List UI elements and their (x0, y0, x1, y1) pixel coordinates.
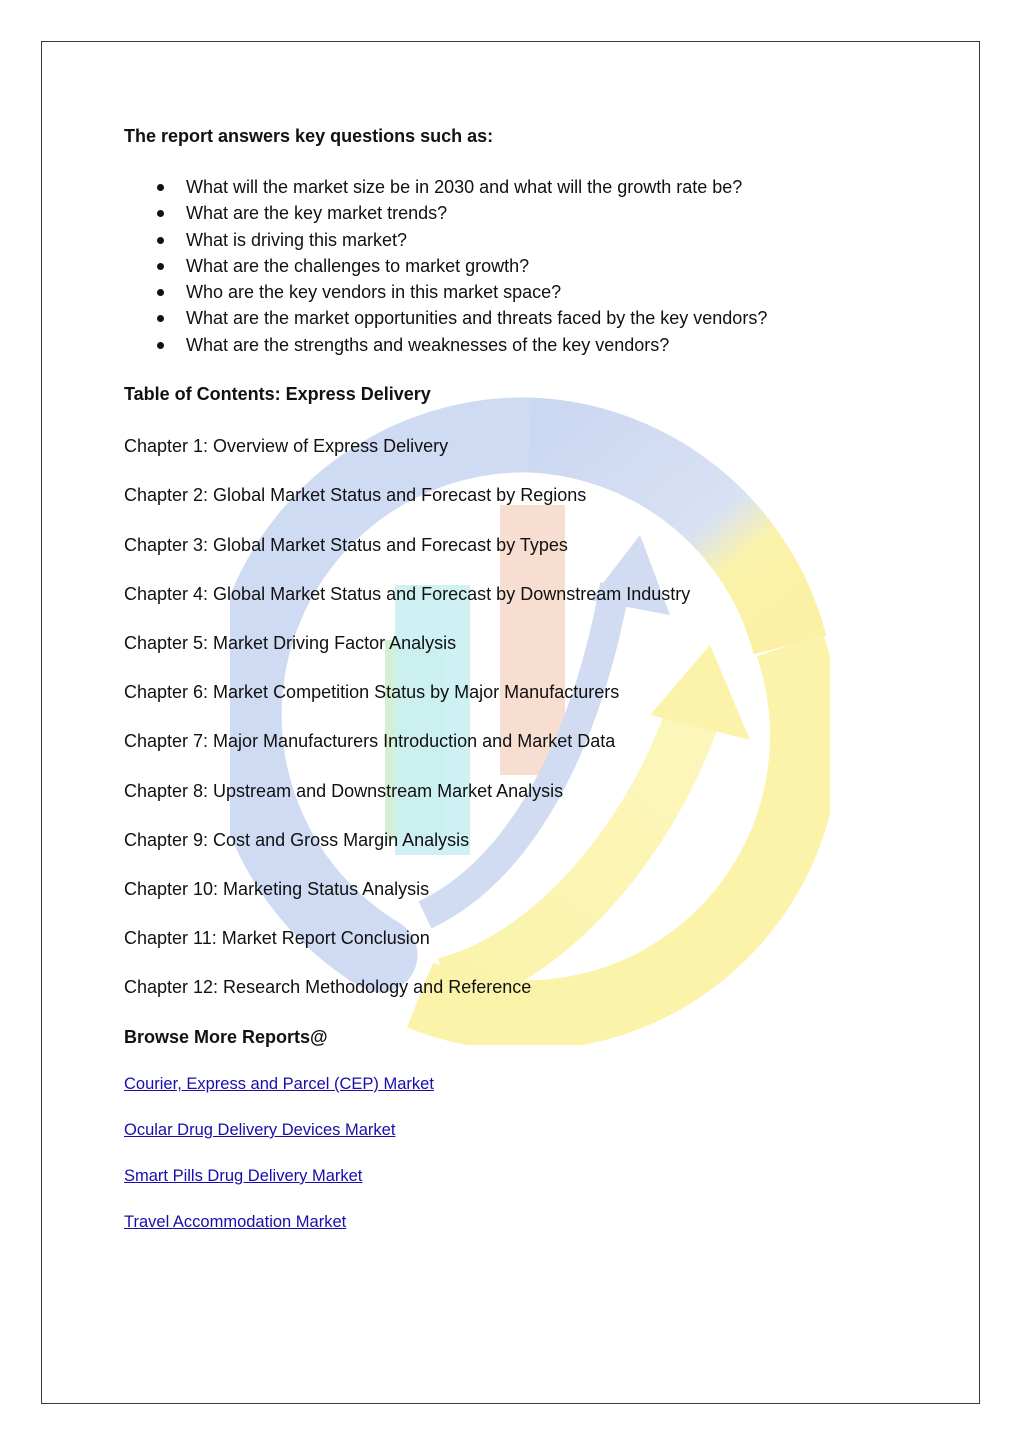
list-item: What are the challenges to market growth? (124, 253, 767, 279)
bullet-dot-icon (157, 315, 164, 322)
list-item: What will the market size be in 2030 and what will the growth rate be? (124, 174, 767, 200)
report-link-smart-pills[interactable]: Smart Pills Drug Delivery Market (124, 1167, 363, 1185)
toc-chapter-1: Chapter 1: Overview of Express Delivery (124, 436, 449, 456)
list-item: What are the strengths and weaknesses of the key vendors? (124, 332, 767, 358)
watermark-top-arc (530, 435, 790, 645)
toc-chapter-5: Chapter 5: Market Driving Factor Analysis (124, 633, 457, 653)
report-link-travel-accommodation[interactable]: Travel Accommodation Market (124, 1213, 347, 1231)
toc-chapter-12: Chapter 12: Research Methodology and Reference (124, 977, 532, 997)
report-link-ocular-drug-delivery[interactable]: Ocular Drug Delivery Devices Market (124, 1121, 396, 1139)
bullet-dot-icon (157, 289, 164, 296)
toc-chapter-4: Chapter 4: Global Market Status and Forecast by Downstream Industry (124, 584, 691, 604)
toc-chapter-2: Chapter 2: Global Market Status and Forecast by Regions (124, 485, 587, 505)
toc-chapter-7: Chapter 7: Major Manufacturers Introduction and Market Data (124, 731, 616, 751)
bullet-dot-icon (157, 210, 164, 217)
questions-heading: The report answers key questions such as: (124, 126, 494, 146)
toc-chapter-6: Chapter 6: Market Competition Status by Major Manufacturers (124, 682, 620, 702)
toc-chapter-10: Chapter 10: Marketing Status Analysis (124, 879, 430, 899)
report-link-cep-market[interactable]: Courier, Express and Parcel (CEP) Market (124, 1075, 434, 1093)
list-item: Who are the key vendors in this market space? (124, 279, 767, 305)
bullet-dot-icon (157, 237, 164, 244)
toc-chapter-3: Chapter 3: Global Market Status and Forecast by Types (124, 535, 568, 555)
toc-chapter-11: Chapter 11: Market Report Conclusion (124, 928, 430, 948)
list-item: What are the key market trends? (124, 200, 767, 226)
watermark-cyan-bar (395, 585, 470, 855)
list-item: What are the market opportunities and threats faced by the key vendors? (124, 305, 767, 331)
list-item: What is driving this market? (124, 227, 767, 253)
bullet-dot-icon (157, 342, 164, 349)
bullet-dot-icon (157, 184, 164, 191)
questions-list (124, 174, 767, 358)
toc-heading: Table of Contents: Express Delivery (124, 384, 431, 404)
toc-chapter-8: Chapter 8: Upstream and Downstream Market Analysis (124, 781, 564, 801)
toc-chapter-9: Chapter 9: Cost and Gross Margin Analysis (124, 830, 470, 850)
browse-heading: Browse More Reports@ (124, 1027, 328, 1047)
bullet-dot-icon (157, 263, 164, 270)
